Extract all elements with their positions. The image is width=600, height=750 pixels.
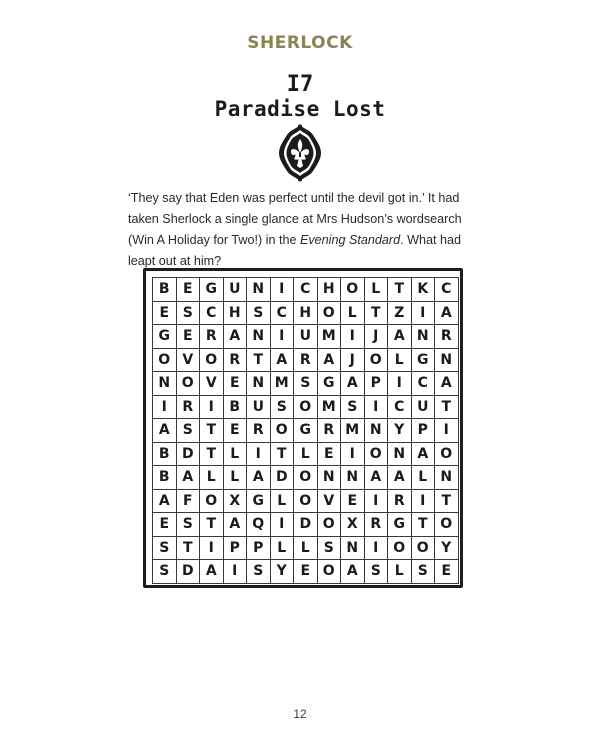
grid-cell: U <box>224 278 248 302</box>
grid-cell: N <box>435 349 459 373</box>
grid-cell: M <box>341 419 365 443</box>
grid-cell: U <box>412 396 436 420</box>
grid-cell: E <box>177 325 201 349</box>
grid-cell: R <box>224 349 248 373</box>
grid-cell: A <box>412 443 436 467</box>
grid-cell: F <box>177 490 201 514</box>
grid-cell: I <box>388 372 412 396</box>
grid-cell: N <box>435 466 459 490</box>
grid-cell: L <box>271 537 295 561</box>
grid-cell: L <box>294 443 318 467</box>
grid-cell: K <box>412 278 436 302</box>
chapter-title: Paradise Lost <box>214 97 386 121</box>
grid-cell: M <box>271 372 295 396</box>
grid-cell: L <box>271 490 295 514</box>
grid-cell: Z <box>388 302 412 326</box>
grid-cell: B <box>153 466 177 490</box>
grid-cell: S <box>177 419 201 443</box>
grid-cell: N <box>318 466 342 490</box>
grid-cell: D <box>271 466 295 490</box>
grid-cell: E <box>435 560 459 584</box>
grid-cell: B <box>153 278 177 302</box>
grid-cell: D <box>177 560 201 584</box>
grid-cell: T <box>271 443 295 467</box>
grid-cell: B <box>224 396 248 420</box>
grid-cell: N <box>365 419 389 443</box>
wordsearch-puzzle <box>143 268 463 588</box>
grid-cell: V <box>200 372 224 396</box>
grid-cell: L <box>365 278 389 302</box>
grid-cell: A <box>177 466 201 490</box>
grid-cell: G <box>294 419 318 443</box>
grid-cell: O <box>341 278 365 302</box>
grid-cell: R <box>294 349 318 373</box>
grid-cell: T <box>247 349 271 373</box>
grid-cell: P <box>247 537 271 561</box>
grid-cell: A <box>388 325 412 349</box>
grid-cell: X <box>341 513 365 537</box>
grid-cell: R <box>247 419 271 443</box>
grid-cell: A <box>388 466 412 490</box>
grid-cell: J <box>341 349 365 373</box>
grid-cell: U <box>247 396 271 420</box>
grid-cell: O <box>200 490 224 514</box>
grid-cell: C <box>271 302 295 326</box>
grid-cell: C <box>200 302 224 326</box>
grid-cell: O <box>365 349 389 373</box>
fleur-de-lis-ornament-icon <box>277 123 323 183</box>
grid-cell: O <box>318 513 342 537</box>
grid-cell: H <box>224 302 248 326</box>
grid-cell: A <box>365 466 389 490</box>
grid-cell: S <box>294 372 318 396</box>
grid-cell: N <box>247 325 271 349</box>
grid-cell: S <box>153 560 177 584</box>
grid-cell: L <box>388 560 412 584</box>
grid-cell: R <box>435 325 459 349</box>
grid-cell: A <box>271 349 295 373</box>
grid-cell: S <box>271 396 295 420</box>
grid-cell: I <box>412 490 436 514</box>
grid-cell: O <box>294 466 318 490</box>
grid-cell: L <box>388 349 412 373</box>
grid-cell: I <box>365 396 389 420</box>
grid-cell: P <box>224 537 248 561</box>
grid-cell: E <box>153 302 177 326</box>
grid-cell: L <box>412 466 436 490</box>
grid-cell: E <box>224 372 248 396</box>
grid-cell: O <box>365 443 389 467</box>
grid-cell: A <box>153 490 177 514</box>
grid-cell: T <box>435 396 459 420</box>
grid-cell: X <box>224 490 248 514</box>
grid-cell: E <box>294 560 318 584</box>
grid-cell: R <box>388 490 412 514</box>
grid-cell: N <box>247 372 271 396</box>
grid-cell: C <box>435 278 459 302</box>
grid-cell: E <box>177 278 201 302</box>
grid-cell: O <box>318 302 342 326</box>
grid-cell: N <box>153 372 177 396</box>
grid-cell: O <box>412 537 436 561</box>
grid-cell: I <box>224 560 248 584</box>
intro-paragraph <box>128 188 478 272</box>
grid-cell: D <box>177 443 201 467</box>
grid-cell: N <box>341 537 365 561</box>
grid-cell: V <box>177 349 201 373</box>
grid-cell: H <box>318 278 342 302</box>
grid-cell: A <box>435 372 459 396</box>
grid-cell: I <box>435 419 459 443</box>
grid-cell: L <box>341 302 365 326</box>
grid-cell: O <box>435 513 459 537</box>
grid-cell: I <box>271 325 295 349</box>
grid-cell: O <box>294 396 318 420</box>
grid-cell: S <box>247 302 271 326</box>
grid-cell: I <box>200 537 224 561</box>
grid-cell: N <box>388 443 412 467</box>
grid-cell: Q <box>247 513 271 537</box>
grid-cell: S <box>153 537 177 561</box>
grid-cell: C <box>388 396 412 420</box>
grid-cell: G <box>412 349 436 373</box>
grid-cell: B <box>153 443 177 467</box>
grid-cell: E <box>341 490 365 514</box>
grid-cell: I <box>271 513 295 537</box>
grid-cell: O <box>388 537 412 561</box>
grid-cell: P <box>412 419 436 443</box>
grid-cell: E <box>224 419 248 443</box>
grid-cell: T <box>412 513 436 537</box>
grid-cell: G <box>200 278 224 302</box>
grid-cell: L <box>294 537 318 561</box>
grid-cell: I <box>412 302 436 326</box>
grid-cell: A <box>341 560 365 584</box>
grid-cell: I <box>341 325 365 349</box>
grid-cell: G <box>153 325 177 349</box>
grid-cell: N <box>412 325 436 349</box>
grid-cell: T <box>200 513 224 537</box>
grid-cell: J <box>365 325 389 349</box>
grid-cell: T <box>200 443 224 467</box>
grid-cell: R <box>200 325 224 349</box>
grid-cell: A <box>318 349 342 373</box>
grid-cell: Y <box>271 560 295 584</box>
grid-cell: I <box>271 278 295 302</box>
grid-cell: M <box>318 396 342 420</box>
grid-cell: T <box>365 302 389 326</box>
grid-cell: L <box>200 466 224 490</box>
grid-cell: A <box>435 302 459 326</box>
grid-cell: S <box>412 560 436 584</box>
grid-cell: A <box>247 466 271 490</box>
grid-cell: S <box>177 513 201 537</box>
grid-cell: C <box>294 278 318 302</box>
grid-cell: T <box>177 537 201 561</box>
grid-cell: I <box>365 537 389 561</box>
grid-cell: P <box>365 372 389 396</box>
grid-cell: A <box>200 560 224 584</box>
grid-cell: G <box>388 513 412 537</box>
grid-cell: O <box>200 349 224 373</box>
grid-cell: L <box>224 466 248 490</box>
grid-cell: A <box>341 372 365 396</box>
grid-cell: A <box>153 419 177 443</box>
grid-cell: R <box>177 396 201 420</box>
grid-cell: I <box>200 396 224 420</box>
grid-cell: N <box>341 466 365 490</box>
grid-cell: G <box>318 372 342 396</box>
grid-cell: A <box>224 513 248 537</box>
grid-cell: M <box>318 325 342 349</box>
grid-cell: H <box>294 302 318 326</box>
grid-cell: T <box>435 490 459 514</box>
grid-cell: Y <box>435 537 459 561</box>
grid-cell: I <box>365 490 389 514</box>
wordsearch-grid <box>152 277 459 584</box>
grid-cell: S <box>365 560 389 584</box>
grid-cell: D <box>294 513 318 537</box>
grid-cell: U <box>294 325 318 349</box>
newspaper-name: Evening Standard <box>299 233 401 247</box>
intro-text-start: ‘They say that Eden was perfect until the devil got in.’ It had taken Sherlock a single glance at Mrs Hudson’s wordsearch (Win A Holiday for Two!) in the <box>128 191 462 247</box>
grid-cell: O <box>294 490 318 514</box>
page-number: 12 <box>293 707 307 721</box>
grid-cell: C <box>412 372 436 396</box>
grid-cell: N <box>247 278 271 302</box>
grid-cell: S <box>318 537 342 561</box>
grid-cell: G <box>247 490 271 514</box>
grid-cell: O <box>177 372 201 396</box>
chapter-number: I7 <box>286 72 314 97</box>
grid-cell: I <box>341 443 365 467</box>
grid-cell: E <box>153 513 177 537</box>
grid-cell: S <box>247 560 271 584</box>
grid-cell: O <box>318 560 342 584</box>
grid-cell: T <box>200 419 224 443</box>
grid-cell: R <box>365 513 389 537</box>
grid-cell: S <box>341 396 365 420</box>
grid-cell: T <box>388 278 412 302</box>
grid-cell: L <box>224 443 248 467</box>
grid-cell: I <box>247 443 271 467</box>
grid-cell: R <box>318 419 342 443</box>
grid-cell: S <box>177 302 201 326</box>
grid-cell: E <box>318 443 342 467</box>
grid-cell: A <box>224 325 248 349</box>
running-head: SHERLOCK <box>247 33 353 53</box>
intro-text-end: . What had leapt out at him? <box>128 233 461 268</box>
grid-cell: V <box>318 490 342 514</box>
grid-cell: I <box>153 396 177 420</box>
grid-cell: O <box>435 443 459 467</box>
grid-cell: O <box>271 419 295 443</box>
grid-cell: O <box>153 349 177 373</box>
grid-cell: Y <box>388 419 412 443</box>
